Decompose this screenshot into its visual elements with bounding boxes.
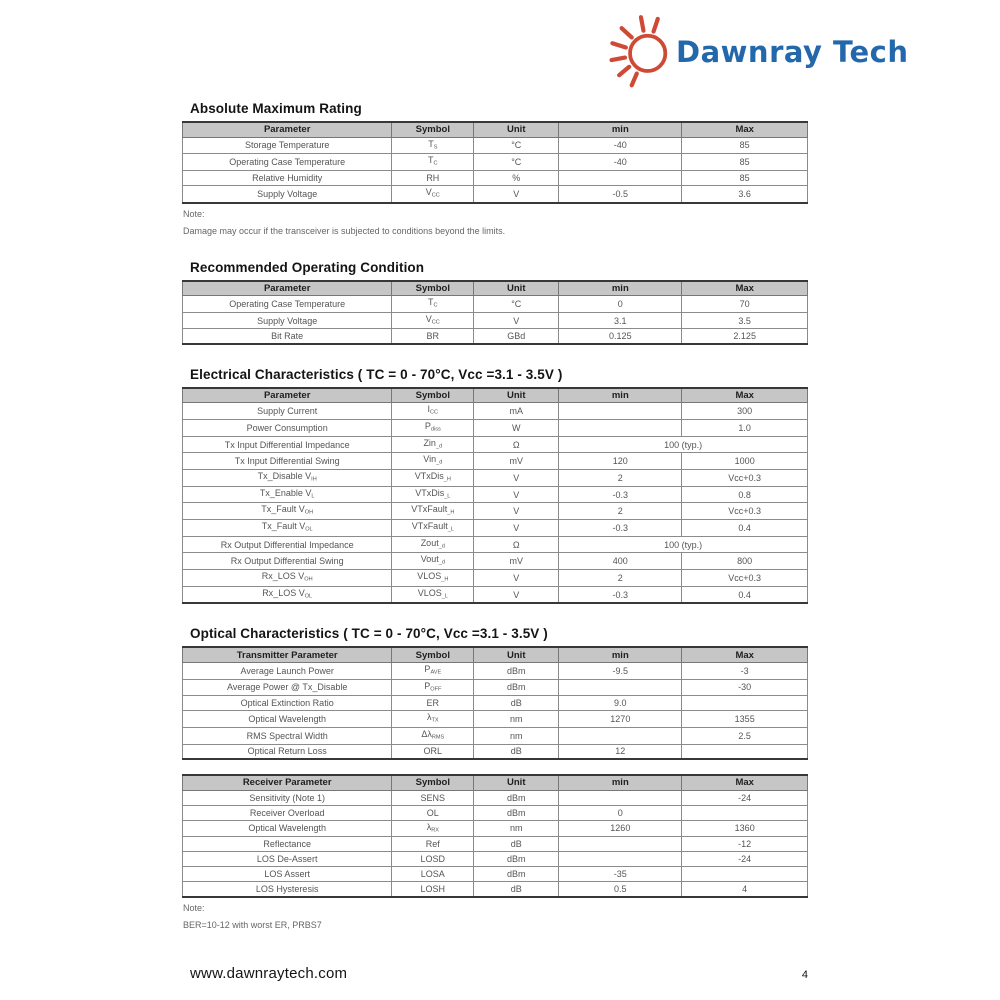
- section-electrical-characteristics-tc: [182, 367, 808, 605]
- cell-symbol: LOSA: [392, 867, 474, 882]
- cell-symbol: $P_{OFF}$: [392, 679, 474, 696]
- cell-min: 12: [559, 744, 682, 759]
- cell-parameter: Rx Output Differential Impedance: [183, 536, 392, 553]
- section-title: Optical Characteristics ( TC = 0 - 70°C, Vcc =3.1 - 3.5V ): [190, 626, 548, 642]
- column-header-min: min: [559, 775, 682, 790]
- cell-unit: GBd: [474, 329, 559, 344]
- cell-parameter: Supply Voltage: [183, 185, 392, 202]
- table-row: [183, 586, 808, 603]
- cell-unit: dB: [474, 696, 559, 711]
- spec-table: [182, 774, 808, 898]
- cell-max: 85: [682, 170, 808, 185]
- cell-symbol: $\lambda_{TX}$: [392, 711, 474, 728]
- cell-unit: mV: [474, 553, 559, 570]
- cell-symbol: VTxDis$_{\_H}$: [392, 470, 474, 487]
- cell-max: 70: [682, 296, 808, 313]
- table-row: [183, 453, 808, 470]
- cell-max: 85: [682, 154, 808, 171]
- cell-symbol: OL: [392, 805, 474, 820]
- cell-min: 9.0: [559, 696, 682, 711]
- column-header-parameter: Receiver Parameter: [183, 775, 392, 790]
- column-header-max: Max: [682, 647, 808, 662]
- cell-parameter: Reflectance: [183, 837, 392, 852]
- cell-symbol: $VLOS_{\_L}$: [392, 586, 474, 603]
- header-row: [183, 647, 808, 662]
- table-row: [183, 436, 808, 453]
- spec-table: [182, 121, 808, 204]
- cell-min: 0: [559, 805, 682, 820]
- cell-max: 4: [682, 882, 808, 897]
- cell-max: 1.0: [682, 420, 808, 437]
- table-row: [183, 882, 808, 897]
- cell-unit: dBm: [474, 790, 559, 805]
- cell-symbol: SENS: [392, 790, 474, 805]
- table-row: [183, 727, 808, 744]
- cell-parameter: Supply Current: [183, 403, 392, 420]
- cell-max: [682, 867, 808, 882]
- cell-min: -0.5: [559, 185, 682, 202]
- table-row: [183, 329, 808, 344]
- cell-min: -35: [559, 867, 682, 882]
- column-header-min: min: [559, 647, 682, 662]
- cell-unit: %: [474, 170, 559, 185]
- cell-min: [559, 403, 682, 420]
- cell-parameter: Rx Output Differential Swing: [183, 553, 392, 570]
- cell-max: -24: [682, 852, 808, 867]
- cell-unit: dBm: [474, 867, 559, 882]
- note-text: BER=10-12 with worst ER, PRBS7: [183, 919, 322, 930]
- cell-unit: nm: [474, 820, 559, 837]
- cell-min: 120: [559, 453, 682, 470]
- cell-max: [682, 696, 808, 711]
- column-header-min: min: [559, 281, 682, 296]
- spec-table: [182, 646, 808, 760]
- cell-symbol: ORL: [392, 744, 474, 759]
- cell-parameter: Tx Input Differential Impedance: [183, 436, 392, 453]
- cell-min: 0.5: [559, 882, 682, 897]
- table-row: [183, 837, 808, 852]
- cell-symbol: $V_{CC}$: [392, 185, 474, 202]
- cell-parameter: Tx_Enable $V_L$: [183, 486, 392, 503]
- cell-parameter: Tx_Fault $V_{OH}$: [183, 503, 392, 520]
- cell-min: [559, 679, 682, 696]
- cell-unit: W: [474, 420, 559, 437]
- column-header-max: Max: [682, 388, 808, 403]
- cell-max: 1000: [682, 453, 808, 470]
- cell-symbol: $P_{AVE}$: [392, 662, 474, 679]
- cell-symbol: VTxFault$_{\_H}$: [392, 503, 474, 520]
- cell-symbol: $I_{CC}$: [392, 403, 474, 420]
- cell-max: [682, 805, 808, 820]
- column-header-unit: Unit: [474, 775, 559, 790]
- cell-unit: Ω: [474, 536, 559, 553]
- table-row: [183, 536, 808, 553]
- cell-max: 0.4: [682, 520, 808, 537]
- cell-unit: V: [474, 486, 559, 503]
- cell-parameter: Optical Return Loss: [183, 744, 392, 759]
- table-row: [183, 296, 808, 313]
- cell-symbol: $T_C$: [392, 296, 474, 313]
- cell-unit: dB: [474, 837, 559, 852]
- cell-max: [682, 744, 808, 759]
- column-header-unit: Unit: [474, 281, 559, 296]
- table-row: [183, 744, 808, 759]
- cell-unit: V: [474, 470, 559, 487]
- cell-parameter: Operating Case Temperature: [183, 296, 392, 313]
- cell-symbol: RH: [392, 170, 474, 185]
- column-header-max: Max: [682, 281, 808, 296]
- table-row: [183, 503, 808, 520]
- cell-min: 0.125: [559, 329, 682, 344]
- cell-symbol: BR: [392, 329, 474, 344]
- cell-max: -12: [682, 837, 808, 852]
- cell-max: 1355: [682, 711, 808, 728]
- page-number: 4: [801, 969, 808, 981]
- column-header-parameter: Parameter: [183, 122, 392, 137]
- table-row: [183, 570, 808, 587]
- cell-unit: dB: [474, 882, 559, 897]
- cell-min: 2: [559, 570, 682, 587]
- brand-name: Dawnray Tech: [676, 35, 909, 69]
- cell-parameter: Relative Humidity: [183, 170, 392, 185]
- cell-symbol: ER: [392, 696, 474, 711]
- cell-parameter: Average Launch Power: [183, 662, 392, 679]
- cell-min: -0.3: [559, 586, 682, 603]
- cell-unit: mA: [474, 403, 559, 420]
- section-title: Recommended Operating Condition: [190, 259, 425, 275]
- table-row: [183, 867, 808, 882]
- cell-min: [559, 790, 682, 805]
- table-row: [183, 486, 808, 503]
- column-header-parameter: Parameter: [183, 388, 392, 403]
- cell-min: [559, 837, 682, 852]
- cell-min: 400: [559, 553, 682, 570]
- cell-max: 0.8: [682, 486, 808, 503]
- table-row: [183, 679, 808, 696]
- cell-unit: nm: [474, 727, 559, 744]
- cell-symbol: $P_{diss}$: [392, 420, 474, 437]
- cell-max: 3.5: [682, 312, 808, 329]
- table-row: [183, 662, 808, 679]
- section-title: Absolute Maximum Rating: [190, 101, 362, 116]
- cell-unit: V: [474, 570, 559, 587]
- cell-parameter: RMS Spectral Width: [183, 727, 392, 744]
- header-row: [183, 122, 808, 137]
- cell-parameter: Optical Wavelength: [183, 820, 392, 837]
- cell-parameter: LOS De-Assert: [183, 852, 392, 867]
- cell-min: -0.3: [559, 486, 682, 503]
- cell-unit: dBm: [474, 852, 559, 867]
- cell-max: 2.5: [682, 727, 808, 744]
- table-row: [183, 805, 808, 820]
- spec-table: [182, 387, 808, 605]
- column-header-parameter: Parameter: [183, 281, 392, 296]
- cell-min: [559, 727, 682, 744]
- cell-unit: V: [474, 586, 559, 603]
- cell-max: 85: [682, 137, 808, 154]
- cell-symbol: $\Delta\lambda_{RMS}$: [392, 727, 474, 744]
- cell-min: 3.1: [559, 312, 682, 329]
- page-footer: [190, 965, 808, 982]
- cell-parameter: Rx_LOS $V_{OL}$: [183, 586, 392, 603]
- column-header-min: min: [559, 388, 682, 403]
- cell-parameter: Optical Wavelength: [183, 711, 392, 728]
- cell-unit: V: [474, 520, 559, 537]
- cell-unit: V: [474, 312, 559, 329]
- cell-max: -30: [682, 679, 808, 696]
- cell-unit: °C: [474, 154, 559, 171]
- table-row: [183, 185, 808, 202]
- cell-unit: dBm: [474, 679, 559, 696]
- section-title: Electrical Characteristics ( TC = 0 - 70°C, Vcc =3.1 - 3.5V ): [190, 366, 563, 382]
- cell-min: 0: [559, 296, 682, 313]
- cell-parameter: Supply Voltage: [183, 312, 392, 329]
- column-header-max: Max: [682, 775, 808, 790]
- cell-min: 2: [559, 470, 682, 487]
- cell-max: Vcc+0.3: [682, 503, 808, 520]
- header-row: [183, 281, 808, 296]
- cell-min: 2: [559, 503, 682, 520]
- cell-symbol: Ref: [392, 837, 474, 852]
- cell-min: -0.3: [559, 520, 682, 537]
- cell-max: Vcc+0.3: [682, 570, 808, 587]
- cell-max: 800: [682, 553, 808, 570]
- website-text: www.dawnraytech.com: [190, 965, 348, 982]
- table-row: [183, 820, 808, 837]
- table-row: [183, 553, 808, 570]
- cell-unit: nm: [474, 711, 559, 728]
- cell-symbol: $T_C$: [392, 154, 474, 171]
- cell-max: 0.4: [682, 586, 808, 603]
- cell-max: 1360: [682, 820, 808, 837]
- column-header-symbol: Symbol: [392, 281, 474, 296]
- column-header-symbol: Symbol: [392, 122, 474, 137]
- cell-symbol: VTxDis$_{\_L}$: [392, 486, 474, 503]
- cell-symbol: $VLOS_{\_H}$: [392, 570, 474, 587]
- note-text: Damage may occur if the transceiver is subjected to conditions beyond the limits.: [183, 225, 506, 236]
- cell-unit: Ω: [474, 436, 559, 453]
- cell-parameter: Operating Case Temperature: [183, 154, 392, 171]
- table-row: [183, 137, 808, 154]
- cell-min: -40: [559, 137, 682, 154]
- cell-min: 1260: [559, 820, 682, 837]
- cell-max: -3: [682, 662, 808, 679]
- section-absolute-maximum-rating: [182, 101, 808, 238]
- cell-parameter: Tx Input Differential Swing: [183, 453, 392, 470]
- header-row: [183, 775, 808, 790]
- cell-parameter: Power Consumption: [183, 420, 392, 437]
- cell-min: [559, 420, 682, 437]
- cell-parameter: Average Power @ Tx_Disable: [183, 679, 392, 696]
- cell-symbol: Zout$_{\_d}$: [392, 536, 474, 553]
- cell-max: Vcc+0.3: [682, 470, 808, 487]
- cell-min: -9.5: [559, 662, 682, 679]
- cell-unit: dBm: [474, 662, 559, 679]
- cell-parameter: Bit Rate: [183, 329, 392, 344]
- column-header-unit: Unit: [474, 122, 559, 137]
- cell-parameter: LOS Assert: [183, 867, 392, 882]
- cell-unit: °C: [474, 137, 559, 154]
- cell-max: -24: [682, 790, 808, 805]
- cell-symbol: $T_S$: [392, 137, 474, 154]
- cell-symbol: LOSD: [392, 852, 474, 867]
- table-row: [183, 520, 808, 537]
- cell-symbol: LOSH: [392, 882, 474, 897]
- cell-unit: V: [474, 185, 559, 202]
- cell-parameter: Receiver Overload: [183, 805, 392, 820]
- cell-symbol: $V_{CC}$: [392, 312, 474, 329]
- cell-parameter: Rx_LOS $V_{OH}$: [183, 570, 392, 587]
- column-header-unit: Unit: [474, 388, 559, 403]
- table-row: [183, 711, 808, 728]
- cell-unit: dBm: [474, 805, 559, 820]
- column-header-parameter: Transmitter Parameter: [183, 647, 392, 662]
- cell-parameter: Optical Extinction Ratio: [183, 696, 392, 711]
- note-label: Note:: [183, 902, 205, 913]
- table-row: [183, 154, 808, 171]
- table-row: [183, 470, 808, 487]
- table-row: [183, 852, 808, 867]
- table-row: [183, 696, 808, 711]
- column-header-max: Max: [682, 122, 808, 137]
- cell-symbol: Vin$_{\_d}$: [392, 453, 474, 470]
- column-header-symbol: Symbol: [392, 647, 474, 662]
- note-label: Note:: [183, 208, 205, 219]
- cell-parameter: Storage Temperature: [183, 137, 392, 154]
- cell-max: 3.6: [682, 185, 808, 202]
- column-header-symbol: Symbol: [392, 388, 474, 403]
- cell-parameter: LOS Hysteresis: [183, 882, 392, 897]
- table-row: [183, 312, 808, 329]
- column-header-symbol: Symbol: [392, 775, 474, 790]
- spec-table: [182, 280, 808, 345]
- section-recommended-operating-condition: [182, 260, 808, 345]
- cell-max: 300: [682, 403, 808, 420]
- cell-min: 100 (typ.): [559, 536, 808, 553]
- content: [182, 0, 808, 932]
- cell-unit: dB: [474, 744, 559, 759]
- cell-unit: °C: [474, 296, 559, 313]
- cell-min: [559, 852, 682, 867]
- cell-min: 100 (typ.): [559, 436, 808, 453]
- column-header-unit: Unit: [474, 647, 559, 662]
- cell-symbol: Vout$_{\_d}$: [392, 553, 474, 570]
- column-header-min: min: [559, 122, 682, 137]
- cell-unit: mV: [474, 453, 559, 470]
- cell-min: 1270: [559, 711, 682, 728]
- cell-symbol: Zin$_{\_d}$: [392, 436, 474, 453]
- cell-parameter: Tx_Disable $V_{IH}$: [183, 470, 392, 487]
- cell-unit: V: [474, 503, 559, 520]
- table-row: [183, 420, 808, 437]
- cell-parameter: Sensitivity (Note 1): [183, 790, 392, 805]
- table-row: [183, 403, 808, 420]
- header-row: [183, 388, 808, 403]
- cell-min: [559, 170, 682, 185]
- cell-max: 2.125: [682, 329, 808, 344]
- cell-symbol: $\lambda_{RX}$: [392, 820, 474, 837]
- cell-symbol: VTxFault$_{\_L}$: [392, 520, 474, 537]
- table-row: [183, 170, 808, 185]
- table-row: [183, 790, 808, 805]
- cell-parameter: Tx_Fault $V_{OL}$: [183, 520, 392, 537]
- section-optical-characteristics-tc: [182, 626, 808, 931]
- cell-min: -40: [559, 154, 682, 171]
